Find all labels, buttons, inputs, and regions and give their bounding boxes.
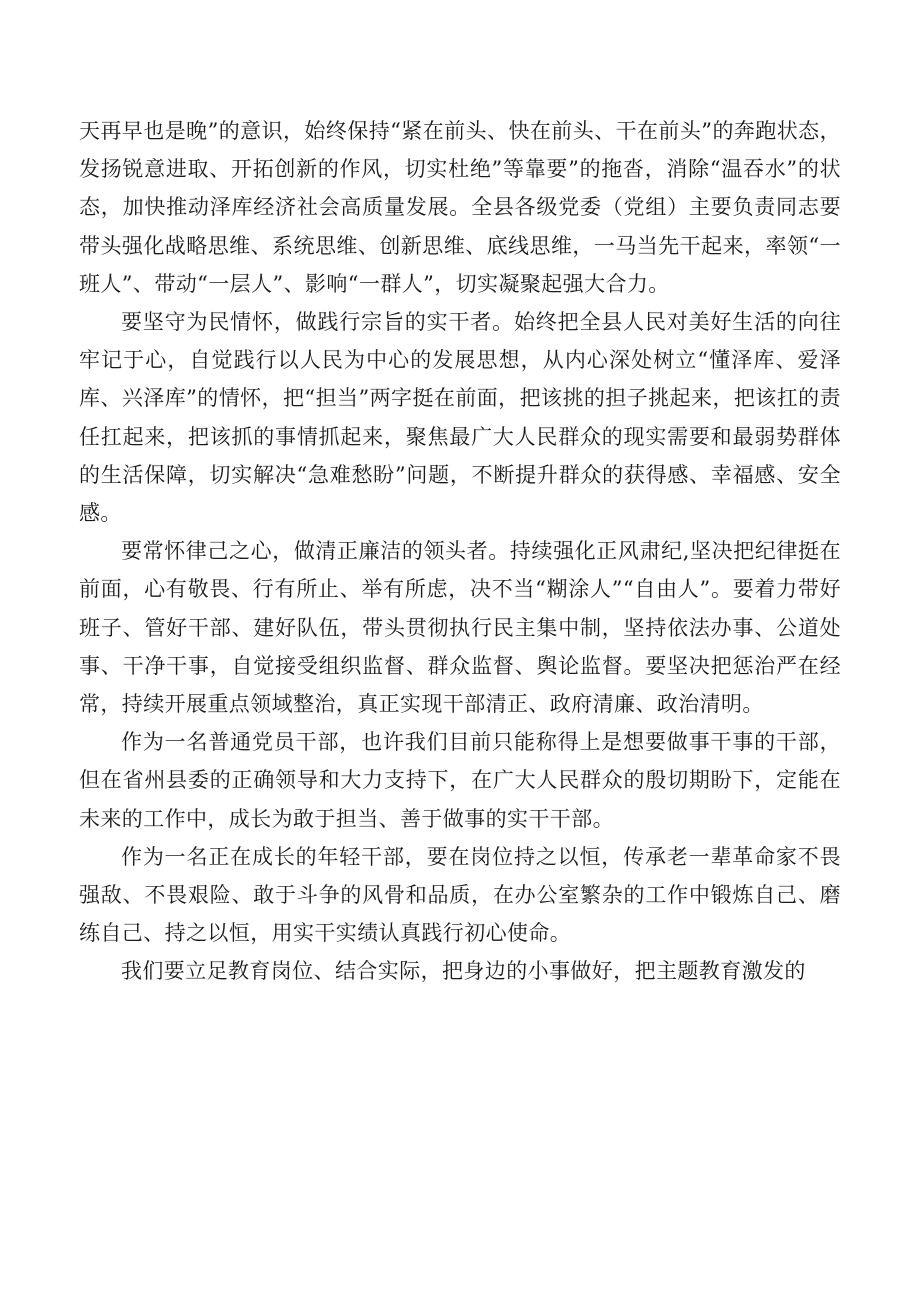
paragraph-4: 作为一名普通党员干部，也许我们目前只能称得上是想要做事干事的干部，但在省州县委的正确领导和大力支持下，在广大人民群众的殷切期盼下，定能在未来的工作中，成长为敢于担当、善于做事的实干干部。 [79,730,841,831]
document-body [79,112,841,991]
paragraph-6: 我们要立足教育岗位、结合实际，把身边的小事做好，把主题教育激发的 [121,959,806,984]
paragraph-3: 要常怀律己之心，做清正廉洁的领头者。持续强化正风肃纪,坚决把纪律挺在前面，心有敬畏、行有所止、举有所虑，决不当“糊涂人”“自由人”。要着力带好班子、管好干部、建好队伍，带头贯彻执行民主集中制，坚持依法办事、公道处事、干净干事，自觉接受组织监督、群众监督、舆论监督。要坚决把惩治严在经常，持续开展重点领域整治，真正实现干部清正、政府清廉、政治清明。 [79,539,841,717]
paragraph-1: 天再早也是晚”的意识，始终保持“紧在前头、快在前头、干在前头”的奔跑状态，发扬锐意进取、开拓创新的作风，切实杜绝”等靠要”的拖沓，消除“温吞水”的状态，加快推动泽库经济社会高质量发展。全县各级党委（党组）主要负责同志要带头强化战略思维、系统思维、创新思维、底线思维，一马当先干起来，率领“一班人”、带动“一层人”、影响“一群人”，切实凝聚起强大合力。 [79,119,841,296]
paragraph-5: 作为一名正在成长的年轻干部，要在岗位持之以恒，传承老一辈革命家不畏强敌、不畏艰险、敢于斗争的风骨和品质，在办公室繁杂的工作中锻炼自己、磨练自己、持之以恒，用实干实绩认真践行初心使命。 [79,844,841,946]
paragraph-2: 要坚守为民情怀，做践行宗旨的实干者。始终把全县人民对美好生活的向往牢记于心，自觉践行以人民为中心的发展思想，从内心深处树立“懂泽库、爱泽库、兴泽库”的情怀，把“担当”两字挺在前面，把该挑的担子挑起来，把该扛的责任扛起来，把该抓的事情抓起来，聚焦最广大人民群众的现实需要和最弱势群体的生活保障，切实解决“急难愁盼”问题，不断提升群众的获得感、幸福感、安全感。 [79,310,841,526]
